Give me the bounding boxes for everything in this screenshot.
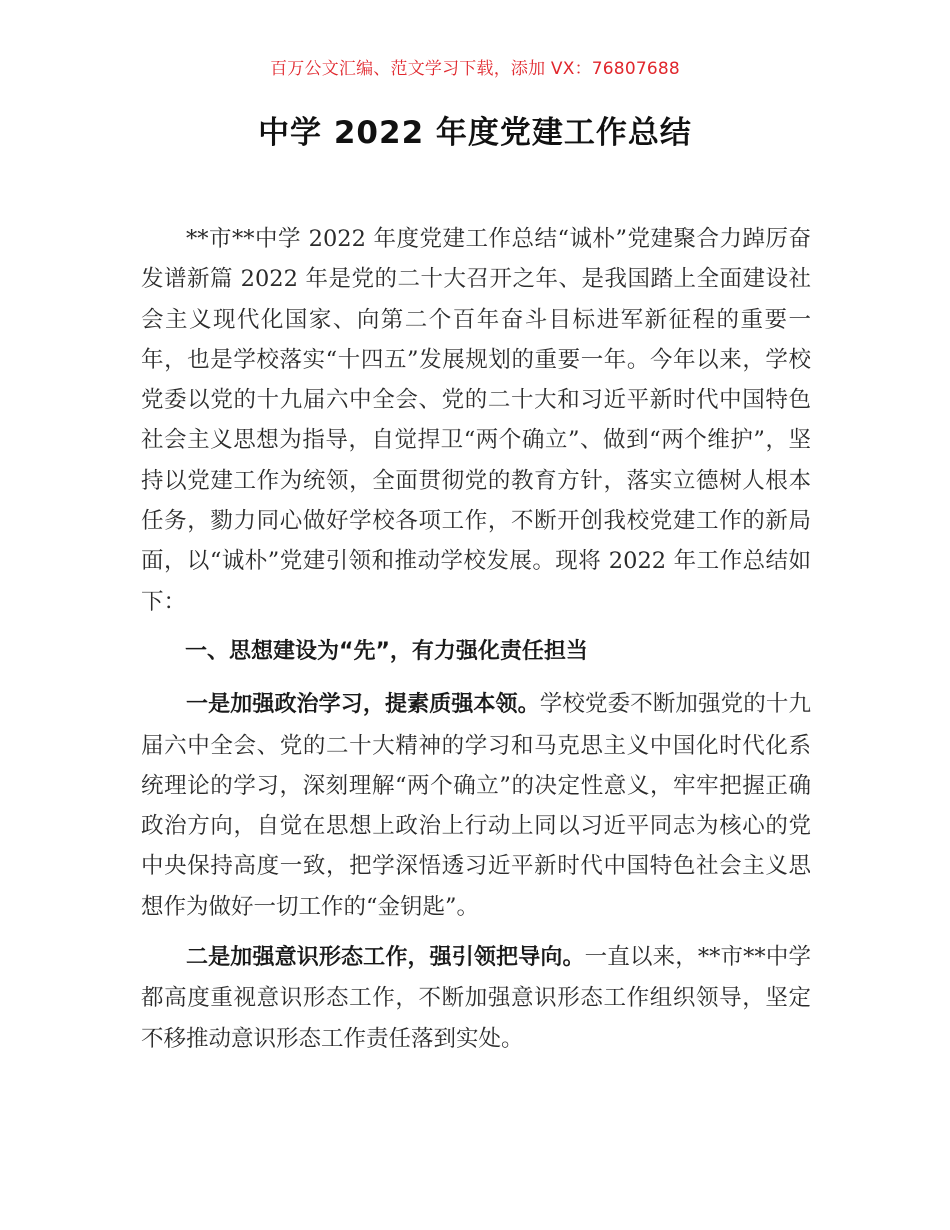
paragraph-text: 一直以来，**市**中学都高度重视意识形态工作，不断加强意识形态工作组织领导，坚定不移推动意识形态工作责任落到实处。: [141, 944, 811, 1052]
body-paragraph: [141, 937, 811, 1059]
intro-paragraph: **市**中学 2022 年度党建工作总结“诚朴”党建聚合力踔厉奋发谱新篇 2022 年是党的二十大召开之年、是我国踏上全面建设社会主义现代化国家、向第二个百年奋斗目标进军新征程的重要一年，也是学校落实“十四五”发展规划的重要一年。今年以来，学校党委以党的十九届六中全会、党的二十大和习近平新时代中国特色社会主义思想为指导，自觉捍卫“两个确立”、做到“两个维护”，坚持以党建工作为统领，全面贯彻党的教育方针，落实立德树人根本任务，勠力同心做好学校各项工作，不断开创我校党建工作的新局面，以“诚朴”党建引领和推动学校发展。现将 2022 年工作总结如下：: [141, 226, 811, 615]
paragraph-lead: 一是加强政治学习，提素质强本领。: [186, 692, 540, 718]
body-paragraph: [141, 684, 811, 927]
document-body: [141, 219, 811, 1069]
paragraph-text: 学校党委不断加强党的十九届六中全会、党的二十大精神的学习和马克思主义中国化时代化系统理论的学习，深刻理解“两个确立”的决定性意义，牢牢把握正确政治方向，自觉在思想上政治上行动上同以习近平同志为核心的党中央保持高度一致，把学深悟透习近平新时代中国特色社会主义思想作为做好一切工作的“金钥匙”。: [141, 691, 811, 920]
document-title: 中学 2022 年度党建工作总结: [258, 115, 692, 151]
paragraph-lead: 二是加强意识形态工作，强引领把导向。: [186, 945, 585, 971]
header-watermark: 百万公文汇编、范文学习下载，添加 VX：76807688: [270, 59, 680, 79]
section-heading: 一、思想建设为“先”，有力强化责任担当: [185, 638, 588, 664]
